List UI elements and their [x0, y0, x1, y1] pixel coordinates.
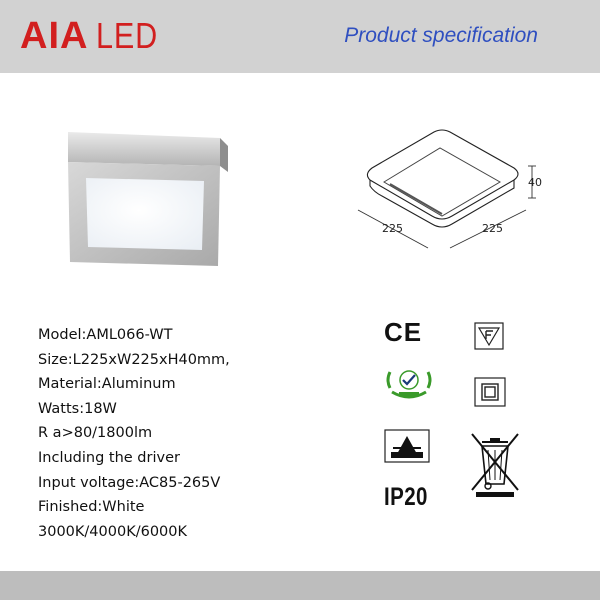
- weee-bin-icon: [468, 428, 522, 498]
- page-title: Product specification: [344, 24, 538, 47]
- rohs-icon: [382, 366, 436, 402]
- double-insulation-icon: [474, 377, 506, 407]
- product-photo: [48, 118, 248, 268]
- logo-sub-text: LED: [96, 15, 159, 56]
- spec-driver: Including the driver: [38, 449, 180, 466]
- footer-bar: [0, 571, 600, 600]
- logo-main-text: AIA: [20, 15, 89, 57]
- spec-cct: 3000K/4000K/6000K: [38, 523, 188, 540]
- ip-rating-badge: IP20: [384, 483, 428, 511]
- spec-watts: Watts:18W: [38, 400, 117, 417]
- ce-mark-icon: CE: [384, 317, 423, 347]
- spec-size: Size:L225xW225xH40mm,: [38, 351, 230, 368]
- spec-finish: Finished:White: [38, 499, 145, 516]
- brand-logo: [20, 14, 169, 58]
- thermal-insulation-icon: [383, 428, 431, 464]
- spec-material: Material:Aluminum: [38, 376, 176, 393]
- spec-ra: R a>80/1800lm: [38, 425, 153, 442]
- spec-voltage: Input voltage:AC85-265V: [38, 474, 221, 491]
- spec-list: [38, 323, 230, 544]
- dimension-width-label: 225: [382, 222, 403, 235]
- f-mark-icon: [474, 322, 504, 350]
- dimension-drawing: [350, 118, 560, 258]
- dimension-length-label: 225: [482, 222, 503, 235]
- spec-model: Model:AML066-WT: [38, 327, 173, 343]
- dimension-height-label: 40: [528, 176, 542, 189]
- header-bar: [0, 0, 600, 73]
